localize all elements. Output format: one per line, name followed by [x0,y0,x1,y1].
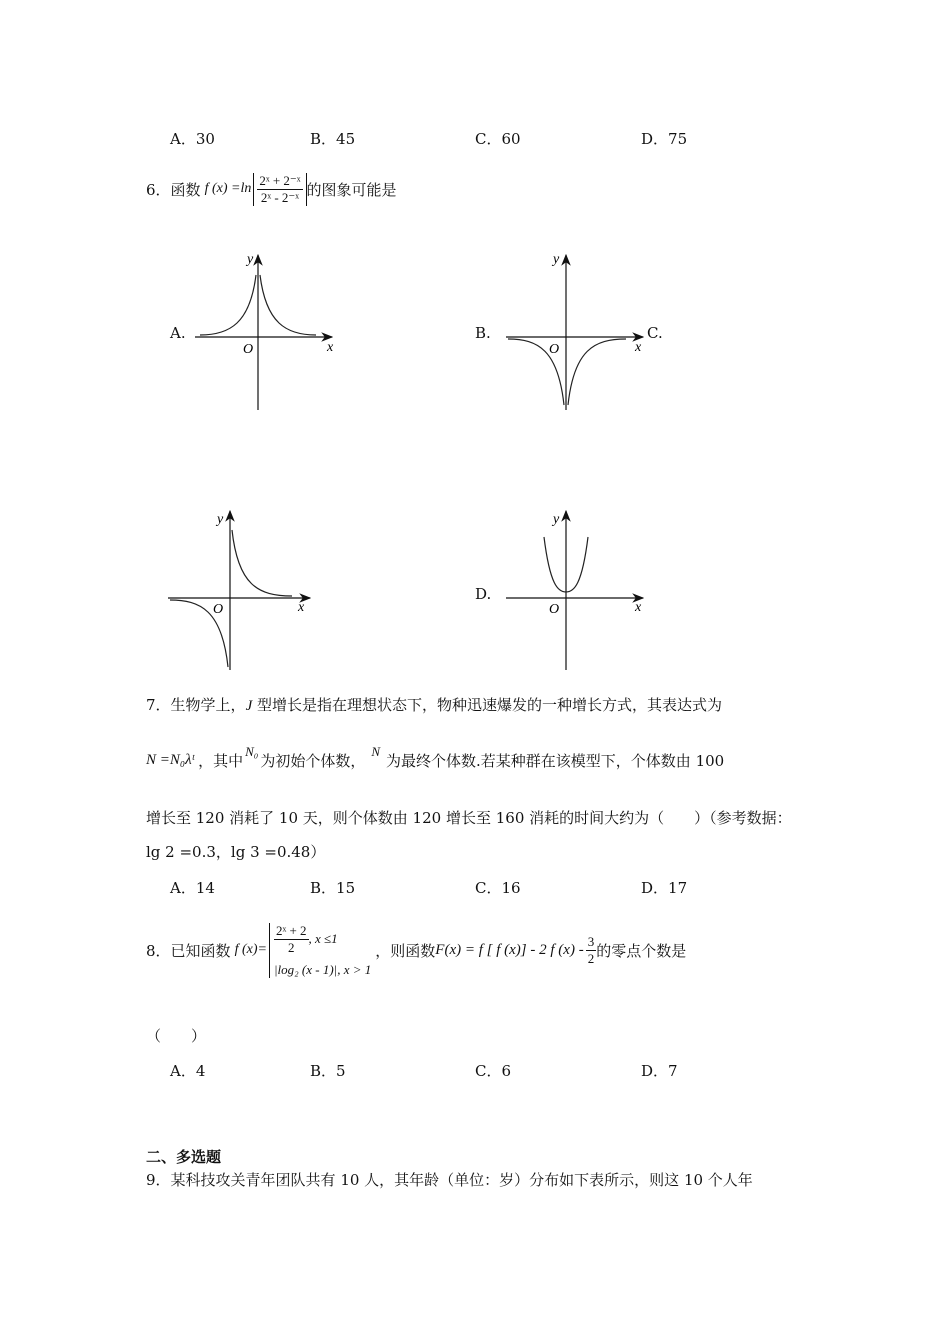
section-title: 二、多选题 [146,1148,222,1166]
text: 某科技攻关青年团队共有 10 人，其年龄（单位：岁）分布如下表所示，则这 10 个人年 [170,1171,753,1189]
q8-paren: （ ） [146,1027,207,1045]
graph-label-b: B. [475,324,491,342]
q6-fraction [257,173,302,206]
text: 为初始个体数， [260,751,366,770]
option-value: 60 [501,130,521,148]
F-expression: F(x) = f [ f (x)] - 2 f (x) - [435,941,584,958]
text: 生物学上， [170,696,246,714]
math-j: J [245,698,253,714]
question-number: 9． [146,1171,171,1189]
q7-option-c [475,877,521,898]
question-number: 7． [146,696,171,714]
fraction-denominator: 2ˣ - 2⁻ˣ [260,189,300,205]
case1-fraction [274,923,309,956]
q6-func: f (x) =ln [204,181,252,196]
origin-label: O [213,602,224,617]
graph-label-a: A. [170,324,186,342]
option-label: B． [310,130,337,148]
option-value: 7 [668,1062,678,1080]
q8-option-d [641,1060,678,1081]
q7-option-b [310,877,355,898]
option-value: 30 [195,130,215,148]
q8-func: f (x)= [234,942,267,957]
option-label: C． [475,130,502,148]
fraction-numerator: 2ˣ + 2⁻ˣ [259,172,301,188]
graph-d [498,505,658,675]
fraction-denominator: 2 [587,950,595,966]
y-label: y [217,512,224,527]
fraction-numerator: 2ˣ + 2 [275,922,307,938]
q8-option-a [170,1060,205,1081]
q6-tail: 的图象可能是 [306,180,397,199]
curve-right [232,530,292,596]
text: ，则函数 [375,941,436,960]
y-label: y [553,252,560,267]
q8-stem [146,910,686,990]
question-number: 8． [146,941,171,960]
option-value: 75 [668,130,688,148]
text: 为最终个体数.若某种群在该模型下，个体数由 100 [386,751,725,770]
n0: N₀ [245,744,259,759]
curve-right [260,275,316,335]
case-1 [274,923,371,956]
formula: N =N₀λᵗ [146,751,195,768]
option-value: 6 [501,1062,512,1080]
question-number: 6． [146,180,171,199]
q9-line1 [146,1169,753,1190]
x-label: x [635,340,642,355]
option-value: 4 [195,1062,206,1080]
graph-a [190,245,350,415]
x-label: x [327,340,334,355]
origin-label: O [549,342,560,357]
text: 型增长是指在理想状态下，物种迅速爆发的一种增长方式，其表达式为 [252,696,723,714]
option-label: B． [310,1062,337,1080]
graph-b [498,245,658,415]
option-label: D． [641,1062,669,1080]
q7-line3: 增长至 120 消耗了 10 天，则个体数由 120 增长至 160 消耗的时间大约为（ ）（参考数据： [146,809,792,827]
piecewise [269,923,371,978]
origin-label: O [243,342,254,357]
q5-option-a [170,128,215,149]
q6-stem [146,164,397,214]
option-value: 45 [336,130,356,148]
q8-lead: 已知函数 [170,941,231,960]
curve-left [200,275,256,335]
fraction-numerator: 3 [587,933,595,949]
three-halves [586,934,597,967]
case-2: |log₂ (x - 1)|, x > 1 [273,961,372,977]
q7-line4: lg 2 =0.3，lg 3 =0.48） [146,843,326,861]
q6-lead: 函数 [170,180,201,199]
option-label: A． [170,879,196,897]
q5-option-b [310,128,355,149]
y-label: y [553,512,560,527]
option-value: 5 [336,1062,346,1080]
x-label: x [635,600,642,615]
x-label: x [298,600,305,615]
q5-option-d [641,128,687,149]
q7-line1 [146,694,722,715]
abs-bars [253,173,306,206]
q8-option-c [475,1060,511,1081]
option-label: C． [475,1062,502,1080]
option-value: 15 [336,879,356,897]
graph-label-c: C. [647,324,663,342]
graph-c [160,505,320,675]
curve-right [568,339,626,405]
option-label: D． [641,879,669,897]
option-label: A． [170,1062,196,1080]
case1-condition: , x ≤1 [308,931,338,946]
option-value: 16 [501,879,521,897]
q7-option-a [170,877,215,898]
option-label: C． [475,879,502,897]
q8-option-b [310,1060,346,1081]
fraction-denominator: 2 [287,939,295,955]
text: 的零点个数是 [596,941,687,960]
y-label: y [247,252,254,267]
option-label: D． [641,130,669,148]
q7-option-d [641,877,687,898]
option-label: B． [310,879,337,897]
graph-label-d: D. [475,585,492,603]
n: N [371,744,381,759]
option-value: 17 [668,879,688,897]
q5-option-c [475,128,521,149]
text: ，其中 [198,751,244,770]
q7-line2 [146,744,724,776]
option-value: 14 [195,879,215,897]
origin-label: O [549,602,560,617]
option-label: A． [170,130,196,148]
